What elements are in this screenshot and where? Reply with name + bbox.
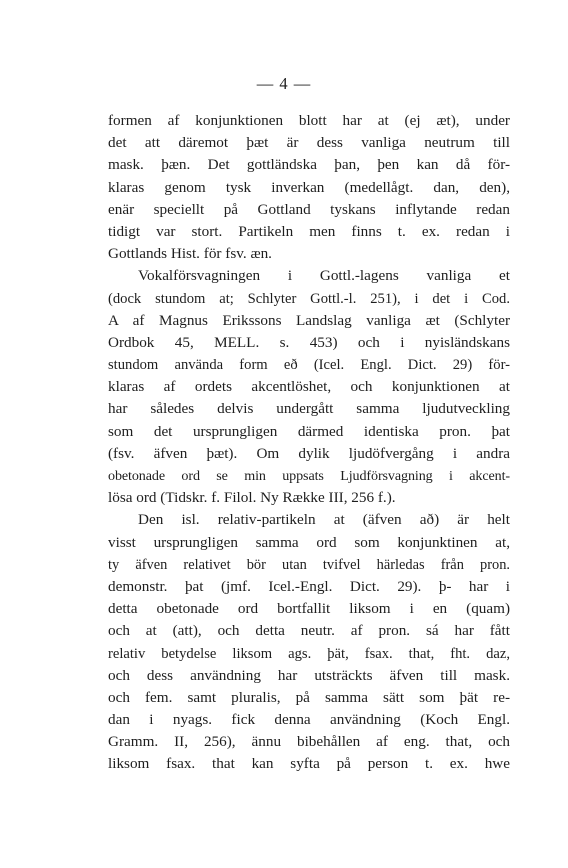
text-line: Gottlands Hist. för fsv. æn.	[108, 245, 272, 263]
text-line: relativ betydelse liksom ags. þät, fsax. that, fht. daz,	[108, 645, 510, 662]
body-text	[108, 110, 510, 776]
text-line: och at (att), och detta neutr. af pron. sá har fått	[108, 622, 510, 640]
text-line: har således delvis undergått samma ljudutveckling	[108, 400, 510, 418]
text-line: liksom fsax. that kan syfta på person t. ex. hwe	[108, 755, 510, 773]
text-line: obetonade ord se min uppsats Ljudförsvagning i akcent-	[108, 468, 510, 484]
text-line: A af Magnus Erikssons Landslag vanliga æt (Schlyter	[108, 311, 510, 329]
text-line: formen af konjunktionen blott har at (ej æt), under	[108, 112, 510, 129]
text-line: som det ursprungligen därmed identiska pron. þat	[108, 422, 510, 440]
text-line: enär speciellt på Gottland tyskans inflytande redan	[108, 200, 510, 218]
text-line: (dock stundom at; Schlyter Gottl.-l. 251), i det i Cod.	[108, 290, 510, 307]
text-line: mask. þæn. Det gottländska þan, þen kan då för-	[108, 156, 510, 174]
text-line: stundom använda form eð (Icel. Engl. Dict. 29) för-	[108, 357, 510, 374]
text-line: (fsv. äfven þæt). Om dylik ljudöfvergång i andra	[108, 444, 510, 462]
text-line: Vokalförsvagningen i Gottl.-lagens vanliga et	[138, 267, 510, 285]
text-line: ty äfven relativet bör utan tvifvel härledas från pron.	[108, 556, 510, 573]
text-line: lösa ord (Tidskr. f. Filol. Ny Række III, 256 f.).	[108, 489, 396, 507]
text-line: klaras genom tysk inverkan (medellågt. dan, den),	[108, 178, 510, 196]
text-line: visst ursprungligen samma ord som konjunktinen at,	[108, 533, 510, 551]
text-line: Gramm. II, 256), ännu bibehållen af eng. that, och	[108, 733, 510, 751]
text-line: detta obetonade ord bortfallit liksom i en (quam)	[108, 600, 510, 618]
text-line: och fem. samt pluralis, på samma sätt som þät re-	[108, 688, 510, 706]
text-line: det att däremot þæt är dess vanliga neutrum till	[108, 134, 510, 152]
text-line: demonstr. þat (jmf. Icel.-Engl. Dict. 29). þ- har i	[108, 577, 510, 595]
text-line: dan i nyags. fick denna användning (Koch Engl.	[108, 711, 510, 729]
text-line: tidigt var stort. Partikeln men finns t. ex. redan i	[108, 222, 510, 240]
text-line: och dess användning har utsträckts äfven till mask.	[108, 666, 510, 684]
page-number: — 4 —	[256, 74, 312, 93]
text-line: klaras af ordets akcentlöshet, och konjunktionen at	[108, 378, 510, 396]
text-line: Den isl. relativ-partikeln at (äfven að) är helt	[138, 511, 510, 529]
text-line: Ordbok 45, MELL. s. 453) och i nyisländskans	[108, 333, 510, 351]
